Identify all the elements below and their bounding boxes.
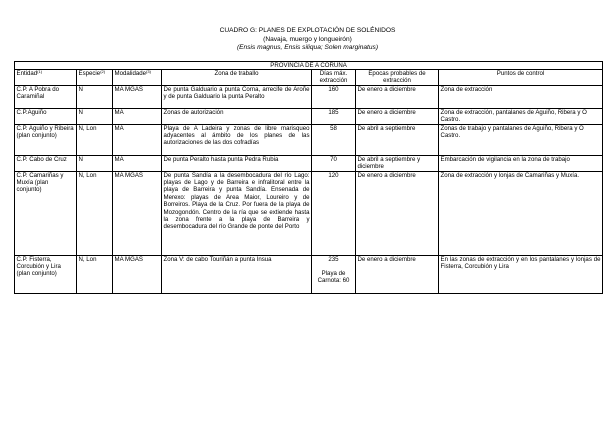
planes-table: [14, 61, 603, 294]
header-puntos: Puntos de control: [439, 70, 603, 86]
province-row: [15, 62, 603, 70]
cell-zona: De punta Peralto hasta punta Pedra Rubia: [162, 155, 312, 171]
cell-entidad: C.P. A Pobra do Caramiñal: [15, 85, 77, 108]
cell-especie: N: [77, 108, 113, 124]
header-especie-note: (2): [100, 69, 106, 74]
header-epocas: Epocas probables de extracción: [356, 70, 439, 86]
cell-puntos: Zona de extracción: [439, 85, 603, 108]
document-title: CUADRO G: PLANES DE EXPLOTACIÓN DE SOLÉNIDOS: [219, 27, 396, 34]
cell-puntos: Embarcación de vigilancia en la zona de trabajo: [439, 155, 603, 171]
cell-modalidade: MA MGAS: [113, 171, 162, 255]
cell-epocas: De enero a diciembre: [356, 171, 439, 255]
header-modalidade-label: Modalidade: [114, 70, 147, 77]
cell-modalidade: MA: [113, 108, 162, 124]
header-especie-label: Especie: [78, 70, 101, 77]
cell-entidad: C.P. Cabo de Cruz: [15, 155, 77, 171]
header-modalidade: [113, 70, 162, 86]
header-dias: Días máx. extracción: [312, 70, 356, 86]
header-especie: [77, 70, 113, 86]
header-entidad-note: (1): [37, 69, 43, 74]
cell-especie: N: [77, 85, 113, 108]
cell-puntos: Zonas de trabajo y pantalanes de Aguiño, Ribera y O Castro.: [439, 124, 603, 155]
header-entidad-label: Entidad: [16, 70, 38, 77]
cell-puntos: En las zonas de extracción y en los pantalanes y lonjas de Fisterra, Corcubión y Lira: [439, 255, 603, 293]
table-row: [15, 255, 603, 293]
cell-epocas: De enero a diciembre: [356, 108, 439, 124]
cell-especie: N, Lon: [77, 171, 113, 255]
cell-modalidade: MA: [113, 124, 162, 155]
cell-especie: N, Lon: [77, 255, 113, 293]
table-row: [15, 155, 603, 171]
cell-modalidade: MA MGAS: [113, 255, 162, 293]
header-modalidade-note: (3): [146, 69, 151, 74]
header-zona: Zona de traballo: [162, 70, 312, 86]
cell-epocas: De enero a diciembre: [356, 255, 439, 293]
title-block: [0, 27, 615, 53]
cell-epocas: De enero a diciembre: [356, 85, 439, 108]
cell-entidad: C.P. Camariñas y Muxía (plan conjunto): [15, 171, 77, 255]
cell-epocas: De abril a septiembre: [356, 124, 439, 155]
document-subtitle-common: (Navaja, muergo y longueirón): [263, 35, 352, 43]
cell-modalidade: MA MGAS: [113, 85, 162, 108]
cell-epocas: De abril a septiembre y diciembre: [356, 155, 439, 171]
cell-zona: De punta Galduario a punta Corna, arrecife de Aroñe y de punta Galduario la punta Peralto: [162, 85, 312, 108]
cell-zona: De punta Sandía a la desembocadura del río Lago: playas de Lago y de Barreira e infralitoral entre la playa de Barreira y punta Sandía. Ensenada de Merexo: playas de Area Maior, Loureiro y de Borreiros. Playa de la Cruz. Por fuera de la playa de Mozogondón. Centro de la ría que se extiende hasta la zona frente a la playa de Barreira y desembocadura del río Grande de ponte del Porto: [162, 171, 312, 255]
cell-dias: 160: [312, 85, 356, 108]
cell-dias-value: 235: [328, 255, 339, 263]
header-row: [15, 70, 603, 86]
cell-dias: [312, 255, 356, 293]
table-row: [15, 124, 603, 155]
header-entidad: [15, 70, 77, 86]
table-row: [15, 171, 603, 255]
cell-especie: N, Lon: [77, 124, 113, 155]
cell-puntos: Zona de extracción y lonjas de Camariñas y Muxía.: [439, 171, 603, 255]
cell-dias: 58: [312, 124, 356, 155]
cell-especie: N: [77, 155, 113, 171]
cell-puntos: Zona de extracción, pantalanes de Aguiño, Ribera y O Castro.: [439, 108, 603, 124]
cell-dias: 120: [312, 171, 356, 255]
cell-dias-extra: Playa de Carnota: 60: [317, 270, 350, 285]
table-row: [15, 108, 603, 124]
cell-entidad: C.P. Aguiño y Ribeira (plan conjunto): [15, 124, 77, 155]
document-subtitle-latin: (Ensis magnus, Ensis siliqua; Solen marginatus): [236, 44, 379, 52]
cell-zona: Zonas de autorización: [162, 108, 312, 124]
cell-entidad: C.P. Fisterra, Corcubión y Lira (plan conjunto): [15, 255, 77, 293]
cell-entidad: C.P.Aguiño: [15, 108, 77, 124]
cell-dias: 185: [312, 108, 356, 124]
cell-modalidade: MA: [113, 155, 162, 171]
province-name: PROVINCIA DE A CORUÑA: [15, 62, 603, 70]
cell-zona: Playa de A Ladeira y zonas de libre marisqueo adyacentes al ámbito de los planes de las autorizaciones de las dos cofradías: [162, 124, 312, 155]
table-row: [15, 85, 603, 108]
cell-dias: 70: [312, 155, 356, 171]
cell-zona: Zona V: de cabo Touriñán a punta Insua: [162, 255, 312, 293]
